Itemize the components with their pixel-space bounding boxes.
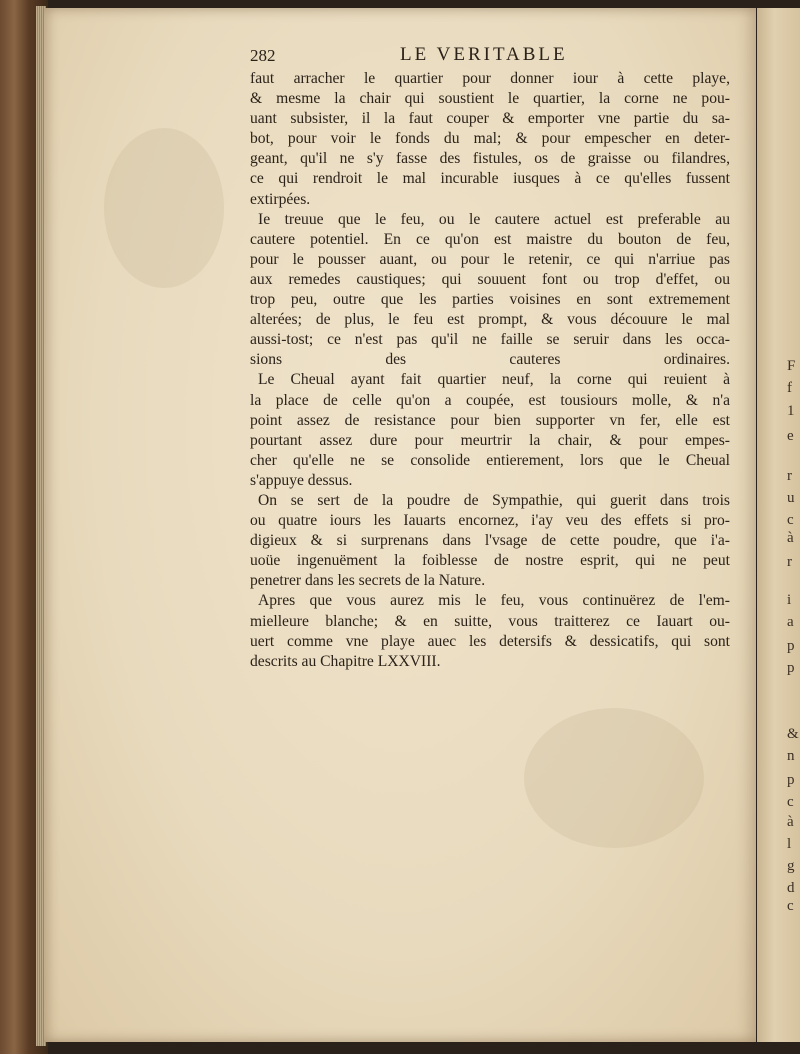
text-line: pour le pousser auant, ou pour le retenir, ce qui n'arriue pas [250,250,730,268]
page-number: 282 [250,46,276,65]
text-line: On se sert de la poudre de Sympathie, qui guerit dans trois [258,491,730,509]
facing-page-glyph: l [787,836,792,852]
text-line: digieux & si surprenans dans l'vsage de cette poudre, que i'a- [250,532,730,550]
text-line: sions des cauteres ordinaires. [250,351,730,369]
facing-page-glyph: 1 [787,403,795,419]
text-line: bot, pour voir le fonds du mal; & pour empescher en deter- [250,130,730,148]
facing-page-glyph: p [787,772,795,788]
facing-page-glyph: p [787,638,795,654]
text-line: ou quatre iours les Iauarts encornez, i'ay veu des effets si pro- [250,512,730,530]
text-line: ce qui rendroit le mal incurable iusques à ce qu'elles fussent [250,170,730,188]
facing-page-glyph: e [787,428,794,444]
text-line: cautere potentiel. En ce qu'on est maistre du bouton de feu, [250,230,730,248]
text-line: penetrer dans les secrets de la Nature. [250,572,486,590]
facing-page-glyph: p [787,660,795,676]
facing-page-glyph: c [787,512,794,528]
facing-page-glyph: d [787,880,795,896]
text-line: descrits au Chapitre LXXVIII. [250,652,441,670]
facing-page-glyph: g [787,858,795,874]
page-header [250,44,610,68]
body-text [250,69,730,672]
running-title: LE VERITABLE [400,44,568,65]
paragraph [250,69,730,210]
paragraph [250,210,730,371]
text-line: point assez de resistance pour bien supporter vn fer, elle est [250,411,730,429]
facing-page-glyph: r [787,468,792,484]
text-line: aux remedes caustiques; qui souuent font ou trop d'effet, ou [250,270,730,288]
facing-page-glyph: à [787,814,794,830]
facing-page-glyph: c [787,794,794,810]
text-line: s'appuye dessus. [250,471,353,489]
facing-page-glyph: r [787,554,792,570]
text-line: uant subsister, il la faut couper & emporter vne partie du sa- [250,110,730,128]
facing-page-glyph: F [787,358,796,374]
facing-page-glyph: i [787,592,792,608]
text-line: Ie treuue que le feu, ou le cautere actuel est preferable au [258,210,730,228]
facing-page-glyph: a [787,614,794,630]
facing-page-glyph: n [787,748,795,764]
text-line: & mesme la chair qui soustient le quartier, la corne ne pou- [250,90,730,108]
text-line: mielleure blanche; & en suitte, vous traitterez ce Iauart ou- [250,612,730,630]
facing-page-glyph: à [787,530,794,546]
facing-page-edge [757,8,800,1042]
text-line: alterées; de plus, le feu est prompt, & vous découure le mal [250,311,730,329]
text-line: cher qu'elle ne se consolide entierement, lors que le Cheual [250,451,730,469]
text-line: uert comme vne playe auec les detersifs & dessicatifs, qui sont [250,632,730,650]
text-line: faut arracher le quartier pour donner iour à cette playe, [250,70,730,87]
text-line: geant, qu'il ne s'y fasse des fistules, os de graisse ou filandres, [250,150,730,168]
paragraph [250,591,730,671]
text-line: pourtant assez dure pour meurtrir la chair, & pour empes- [250,431,730,449]
text-line: Le Cheual ayant fait quartier neuf, la corne qui reuient à [258,371,730,389]
facing-page-glyph: c [787,898,794,914]
paragraph [250,370,730,491]
text-line: uoüe ingenuëment la foiblesse de nostre esprit, qui ne peut [250,552,730,570]
text-line: aussi-tost; ce n'est pas qu'il ne faille se seruir dans les occa- [250,331,730,349]
facing-page-glyph: & [787,726,799,742]
text-line: la place de celle qu'on a coupée, est tousiours molle, & n'a [250,391,730,409]
facing-page-glyph: u [787,490,795,506]
text-line: Apres que vous aurez mis le feu, vous continuërez de l'em- [258,592,730,610]
paragraph [250,491,730,591]
text-line: extirpées. [250,190,311,208]
facing-page-glyph: f [787,380,792,396]
text-line: trop peu, outre que les parties voisines en sont extremement [250,291,730,309]
